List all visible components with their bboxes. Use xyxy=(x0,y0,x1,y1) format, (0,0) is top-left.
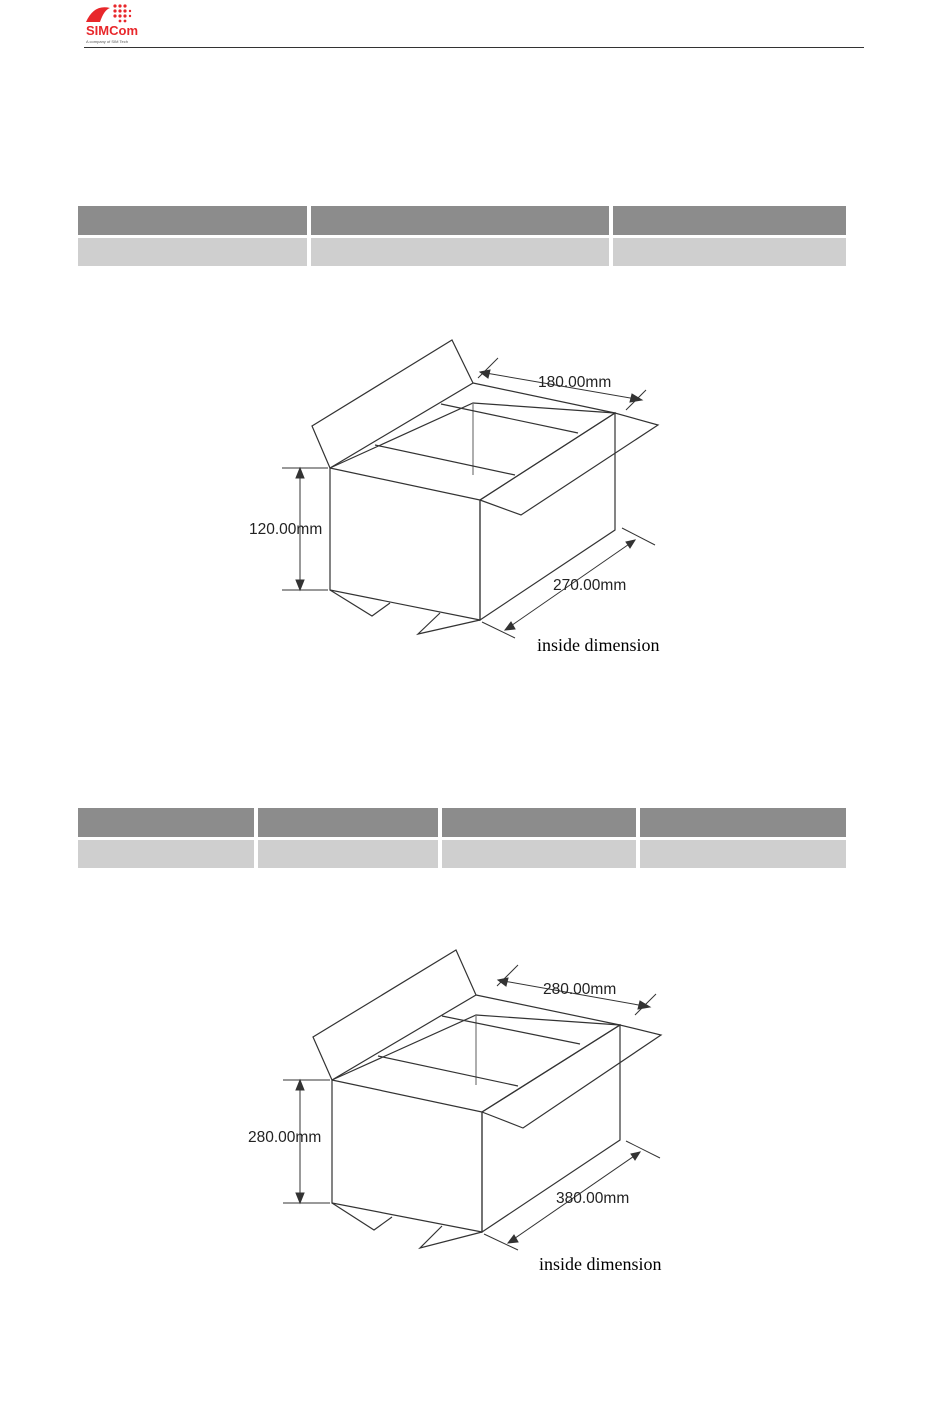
width-dimension-label: 180.00mm xyxy=(538,374,612,391)
logo-dot-grid xyxy=(113,4,131,22)
carton-diagram-2 xyxy=(240,945,700,1280)
logo-tagline: A company of SIM Tech xyxy=(86,39,128,44)
carton-table-2 xyxy=(74,805,850,871)
table-cell xyxy=(442,840,636,868)
figure-caption: inside dimension xyxy=(537,635,660,655)
table-header-cell xyxy=(258,808,438,837)
table-header-cell xyxy=(442,808,636,837)
table-cell xyxy=(78,840,254,868)
table-header-cell xyxy=(613,206,846,235)
table-cell xyxy=(78,238,307,266)
header-rule xyxy=(84,47,864,48)
table-header-cell xyxy=(78,808,254,837)
table-header-cell xyxy=(78,206,307,235)
table-row xyxy=(78,238,846,266)
table-cell xyxy=(640,840,846,868)
length-dimension-label: 380.00mm xyxy=(556,1190,630,1207)
table-header-cell xyxy=(311,206,609,235)
table-row xyxy=(78,840,846,868)
logo-wordmark: SIMCom xyxy=(86,23,138,38)
table-header-row xyxy=(78,206,846,235)
table-cell xyxy=(311,238,609,266)
height-dimension-label: 280.00mm xyxy=(248,1129,322,1146)
table-cell xyxy=(258,840,438,868)
carton-table-1 xyxy=(74,203,850,269)
length-dimension-label: 270.00mm xyxy=(553,577,627,594)
simcom-logo xyxy=(84,2,144,46)
width-dimension-label: 280.00mm xyxy=(543,981,617,998)
logo-swoosh xyxy=(86,7,110,22)
table-header-cell xyxy=(640,808,846,837)
height-dimension-label: 120.00mm xyxy=(249,521,323,538)
carton-diagram-1 xyxy=(240,335,700,665)
table-header-row xyxy=(78,808,846,837)
table-cell xyxy=(613,238,846,266)
figure-caption: inside dimension xyxy=(539,1254,662,1274)
